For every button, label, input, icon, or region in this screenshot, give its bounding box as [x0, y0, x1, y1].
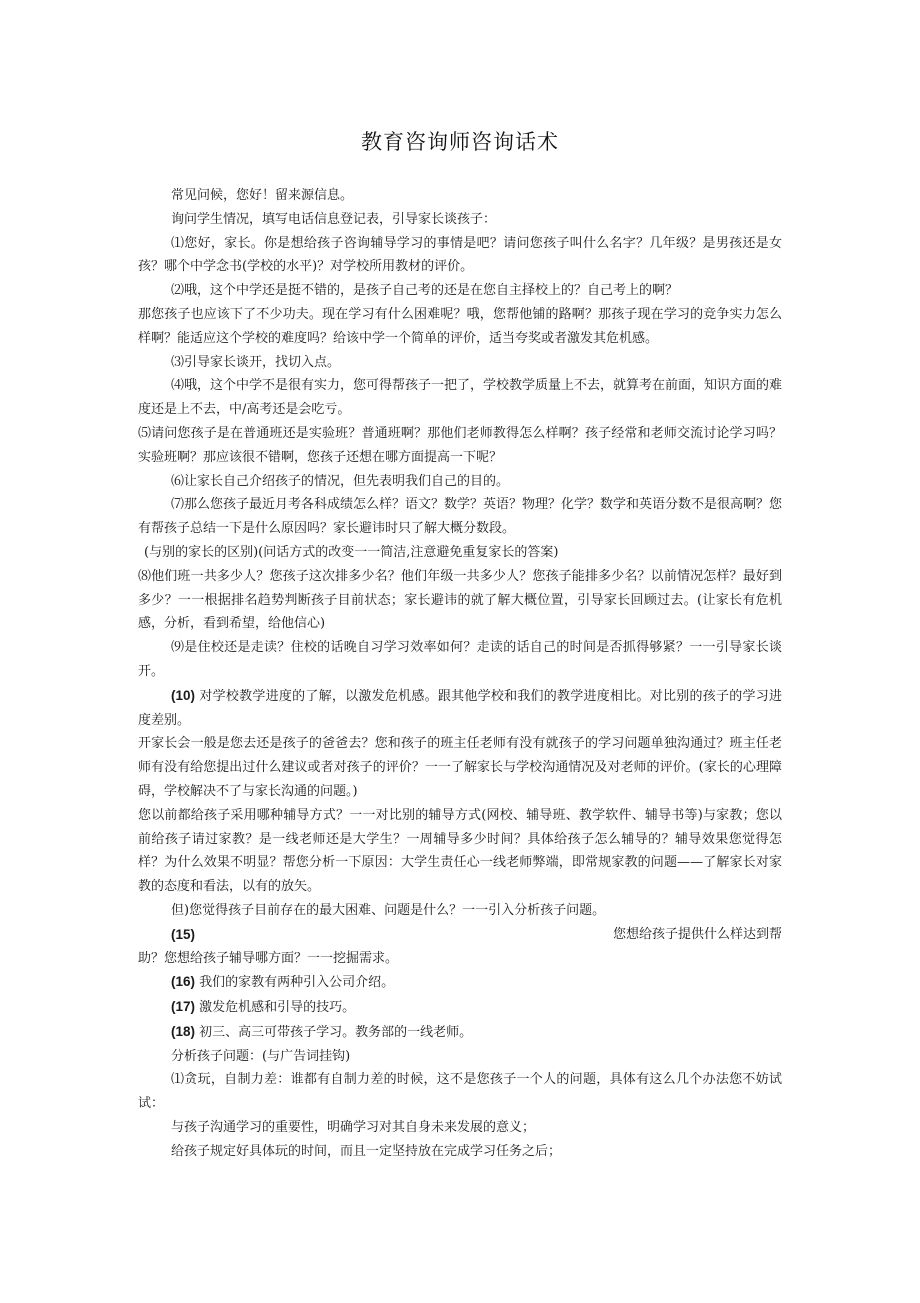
paragraph: 但)您觉得孩子目前存在的最大困难、问题是什么？一一引入分析孩子问题。	[171, 902, 606, 918]
paragraph-text: 您想给孩子提供什么样达到帮	[612, 926, 782, 942]
paragraph-numbered	[138, 970, 782, 995]
paragraph: ⑻他们班一共多少人？您孩子这次排多少名？他们年级一共多少人？您孩子能排多少名？以前情况怎样？最好到多少？一一根据排名趋势判断孩子目前状态；家长避讳的就了解大概位置，引导家长回顾过去。(让家长有危机感，分析，看到希望，给他信心)	[138, 568, 782, 632]
paragraph: 常见问候，您好！留来源信息。	[171, 188, 354, 203]
paragraph: ⑴贪玩，自制力差：谁都有自制力差的时候，这不是您孩子一个人的问题，具体有这么几个办法您不妨试试：	[138, 1072, 782, 1112]
paragraph: ⑸请问您孩子是在普通班还是实验班？普通班啊？那他们老师教得怎么样啊？孩子经常和老师交流讨论学习吗？实验班啊？那应该很不错啊，您孩子还想在哪方面提高一下呢？	[138, 425, 782, 465]
paragraph-text: 我们的家教有两种引入公司介绍。	[199, 975, 395, 991]
paragraph: 与孩子沟通学习的重要性，明确学习对其自身未来发展的意义；	[171, 1120, 536, 1136]
paragraph-text: 激发危机感和引导的技巧。	[199, 1000, 356, 1016]
paragraph: (与别的家长的区别)(问话方式的改变一一简洁,注意避免重复家长的答案)	[144, 544, 559, 560]
paragraph: ⑼是住校还是走读？住校的话晚自习学习效率如何？走读的话自己的时间是否抓得够紧？一一引导家长谈开。	[138, 640, 782, 679]
paragraph-numbered	[138, 684, 782, 733]
paragraph-numbered	[138, 923, 782, 947]
item-number: (18)	[171, 1023, 196, 1039]
paragraph-numbered	[138, 995, 782, 1020]
paragraph: 给孩子规定好具体玩的时间，而且一定坚持放在完成学习任务之后；	[171, 1143, 562, 1159]
paragraph: ⑹让家长自己介绍孩子的情况，但先表明我们自己的目的。	[171, 473, 510, 489]
paragraph-text: 初三、高三可带孩子学习。教务部的一线老师。	[199, 1024, 473, 1040]
paragraph-numbered	[138, 1020, 782, 1045]
paragraph: ⑴您好，家长。你是想给孩子咨询辅导学习的事情是吧？请问您孩子叫什么名字？几年级？是男孩还是女孩？哪个中学念书(学校的水平)？对学校所用教材的评价。	[138, 235, 782, 275]
paragraph-text: 对学校教学进度的了解，以激发危机感。跟其他学校和我们的教学进度相比。对比别的孩子的学习进度差别。	[138, 688, 782, 728]
paragraph: 分析孩子问题：(与广告词挂钩)	[171, 1048, 351, 1064]
paragraph: 开家长会一般是您去还是孩子的爸爸去？您和孩子的班主任老师有没有就孩子的学习问题单独沟通过？班主任老师有没有给您提出过什么建议或者对孩子的评价？一一了解家长与学校沟通情况及对老师的评价。(家长的心理障碍，学校解决不了与家长沟通的问题。)	[138, 736, 782, 799]
paragraph: ⑵哦，这个中学还是挺不错的，是孩子自己考的还是在您自主择校上的？自己考上的啊？	[171, 283, 679, 299]
item-number: (10)	[171, 687, 196, 703]
paragraph: ⑷哦，这个中学不是很有实力，您可得帮孩子一把了，学校教学质量上不去，就算考在前面，知识方面的难度还是上不去，中/高考还是会吃亏。	[138, 378, 783, 418]
paragraph: 助？您想给孩子辅导哪方面？一一挖掘需求。	[138, 950, 399, 966]
paragraph: 您以前都给孩子采用哪种辅导方式？一一对比别的辅导方式(网校、辅导班、教学软件、辅导书等)与家教；您以前给孩子请过家教？是一线老师还是大学生？一周辅导多少时间？具体给孩子怎么辅导的？辅导效果您觉得怎样？为什么效果不明显？帮您分析一下原因：大学生责任心一线老师弊端，即常规家教的问题——了解家长对家教的态度和看法，以有的放矢。	[138, 807, 782, 895]
page-title: 教育咨询师咨询话术	[361, 130, 559, 154]
paragraph: ⑶引导家长谈开，找切入点。	[171, 354, 341, 370]
paragraph: 询问学生情况，填写电话信息登记表，引导家长谈孩子：	[171, 211, 497, 227]
paragraph: ⑺那么您孩子最近月考各科成绩怎么样？语文？数学？英语？物理？化学？数学和英语分数不是很高啊？您有帮孩子总结一下是什么原因吗？家长避讳时只了解大概分数段。	[138, 497, 783, 537]
paragraph: 那您孩子也应该下了不少功夫。现在学习有什么困难呢？哦，您帮他铺的路啊？那孩子现在学习的竞争实力怎么样啊？能适应这个学校的难度吗？给该中学一个简单的评价，适当夸奖或者激发其危机感。	[138, 306, 782, 346]
item-number: (17)	[171, 999, 196, 1015]
item-number: (15)	[171, 926, 196, 942]
document-body	[138, 184, 782, 1164]
item-number: (16)	[171, 974, 196, 990]
